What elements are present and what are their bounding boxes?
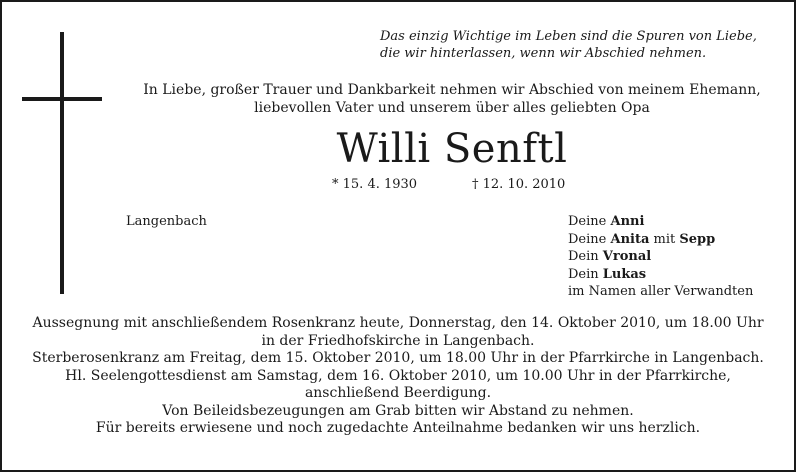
cross-icon	[22, 32, 122, 294]
intro-text	[112, 81, 792, 117]
mourner-name: Anita	[610, 231, 650, 247]
mourners-list	[568, 213, 790, 301]
mourner-prefix: im Namen aller Verwandten	[568, 284, 754, 299]
death-date: † 12. 10. 2010	[472, 177, 566, 192]
mourner-name: Lukas	[602, 266, 647, 282]
mourner-name: Vronal	[602, 249, 652, 264]
mourner-prefix: Deine	[568, 214, 611, 229]
mourner-line	[568, 248, 790, 266]
birth-date: * 15. 4. 1930	[332, 177, 418, 192]
info-line-7: Für bereits erwiesene und noch zugedachte Anteilnahme bedanken wir uns herzlich.	[95, 420, 701, 436]
mourner-prefix: Dein	[568, 249, 603, 264]
mourner-prefix: Deine	[568, 231, 611, 247]
mourner-name: Sepp	[679, 231, 716, 247]
info-line-2: in der Friedhofskirche in Langenbach.	[261, 332, 535, 349]
quote-line-2: die wir hinterlassen, wenn wir Abschied nehmen.	[380, 46, 707, 61]
info-line-6: Von Beileidsbezeugungen am Grab bitten wir Abstand zu nehmen.	[162, 402, 634, 419]
mourner-name: Anni	[610, 214, 645, 229]
mourner-line	[568, 283, 790, 301]
cross-vertical-bar	[60, 32, 64, 294]
service-information	[12, 315, 784, 438]
mourner-prefix: Dein	[568, 266, 603, 282]
info-line-1: Aussegnung mit anschließendem Rosenkranz heute, Donnerstag, den 14. Oktober 2010, um 18.00 Uhr	[32, 315, 764, 331]
quote-line-1: Das einzig Wichtige im Leben sind die Spuren von Liebe,	[380, 29, 757, 44]
mourner-line	[568, 213, 790, 231]
intro-line-2: liebevollen Vater und unserem über alles geliebten Opa	[254, 100, 650, 116]
intro-line-1: In Liebe, großer Trauer und Dankbarkeit nehmen wir Abschied von meinem Ehemann,	[143, 82, 761, 98]
info-line-4: Hl. Seelengottesdienst am Samstag, dem 16. Oktober 2010, um 10.00 Uhr in der Pfarrkirche,	[65, 367, 731, 384]
mourner-line	[568, 266, 790, 284]
mourner-line	[568, 231, 790, 249]
quote	[372, 28, 774, 62]
info-line-5: anschließend Beerdigung.	[304, 385, 492, 401]
cross-horizontal-bar	[22, 97, 102, 101]
mourner-connector: mit	[649, 231, 680, 247]
info-line-3: Sterberosenkranz am Freitag, dem 15. Oktober 2010, um 18.00 Uhr in der Pfarrkirche in Langenbach.	[32, 350, 764, 366]
place: Langenbach	[126, 214, 207, 229]
deceased-name: Willi Senftl	[336, 126, 568, 172]
